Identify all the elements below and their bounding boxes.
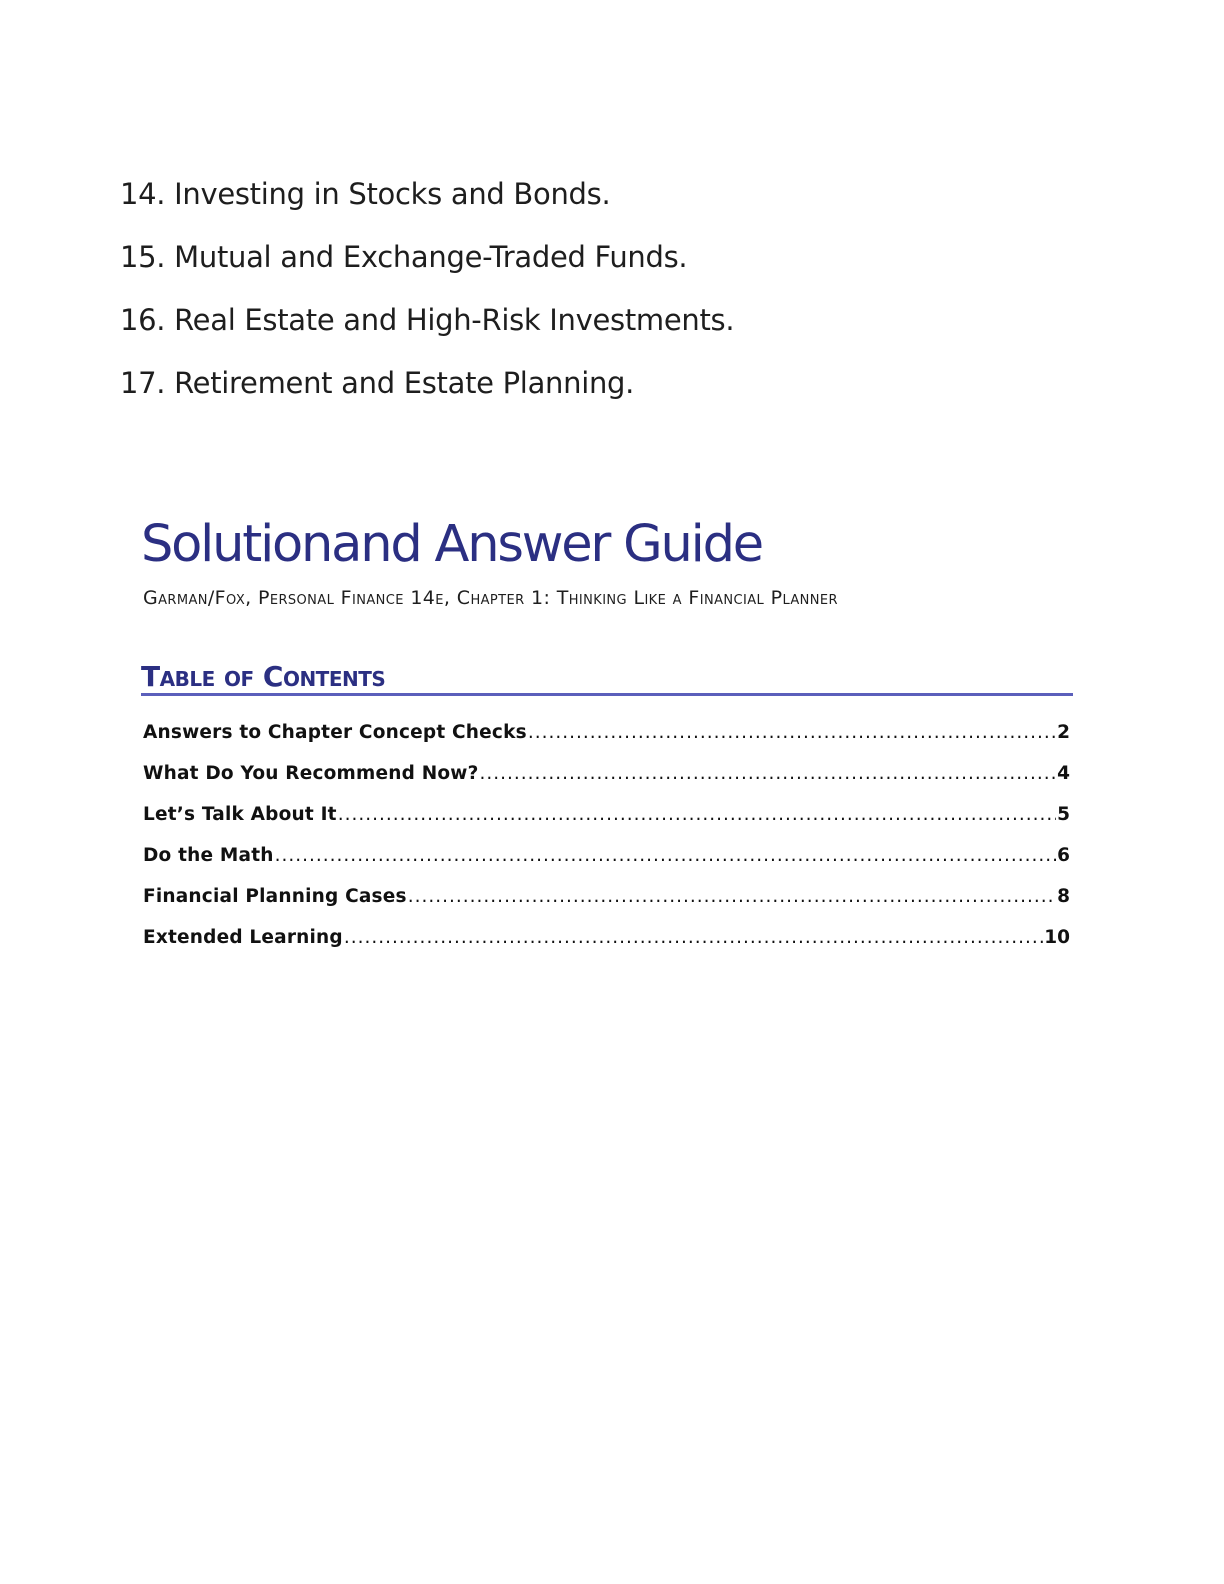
toc-dot-leader [480,763,1057,784]
toc-heading [141,659,1073,696]
toc-entry-extended-learning[interactable] [143,927,1070,968]
guide-title: Solutionand Answer Guide [141,515,762,574]
chapter-item: 17. Retirement and Estate Planning. [120,366,635,400]
toc-entry-do-the-math[interactable] [143,845,1070,886]
toc-entry-label: What Do You Recommend Now? [143,763,479,784]
toc-entry-talk-about-it[interactable] [143,804,1070,845]
toc-heading-text: Table of Contents [141,660,386,693]
toc-entry-label: Let’s Talk About It [143,804,337,825]
chapter-item: 16. Real Estate and High-Risk Investments. [120,303,735,337]
toc-dot-leader [408,886,1056,907]
toc-dot-leader [338,804,1056,825]
toc-entry-page: 6 [1057,845,1070,866]
toc-entry-label: Answers to Chapter Concept Checks [143,722,527,743]
chapter-item: 14. Investing in Stocks and Bonds. [120,177,611,211]
guide-subtitle: Garman/Fox, Personal Finance 14e, Chapter 1: Thinking Like a Financial Planner [143,587,838,609]
toc-entry-label: Financial Planning Cases [143,886,407,907]
toc-dot-leader [275,845,1057,866]
toc-entry-page: 10 [1044,927,1070,948]
toc-entry-page: 8 [1057,886,1070,907]
toc-entry-concept-checks[interactable] [143,722,1070,763]
toc-entry-label: Do the Math [143,845,274,866]
toc-entry-page: 2 [1057,722,1070,743]
toc-entry-page: 5 [1057,804,1070,825]
toc-entry-label: Extended Learning [143,927,343,948]
toc-entry-recommend-now[interactable] [143,763,1070,804]
toc-list [143,722,1070,968]
toc-dot-leader [344,927,1043,948]
toc-entry-planning-cases[interactable] [143,886,1070,927]
toc-entry-page: 4 [1057,763,1070,784]
chapter-item: 15. Mutual and Exchange-Traded Funds. [120,240,688,274]
toc-dot-leader [528,722,1056,743]
chapter-list [120,163,734,415]
